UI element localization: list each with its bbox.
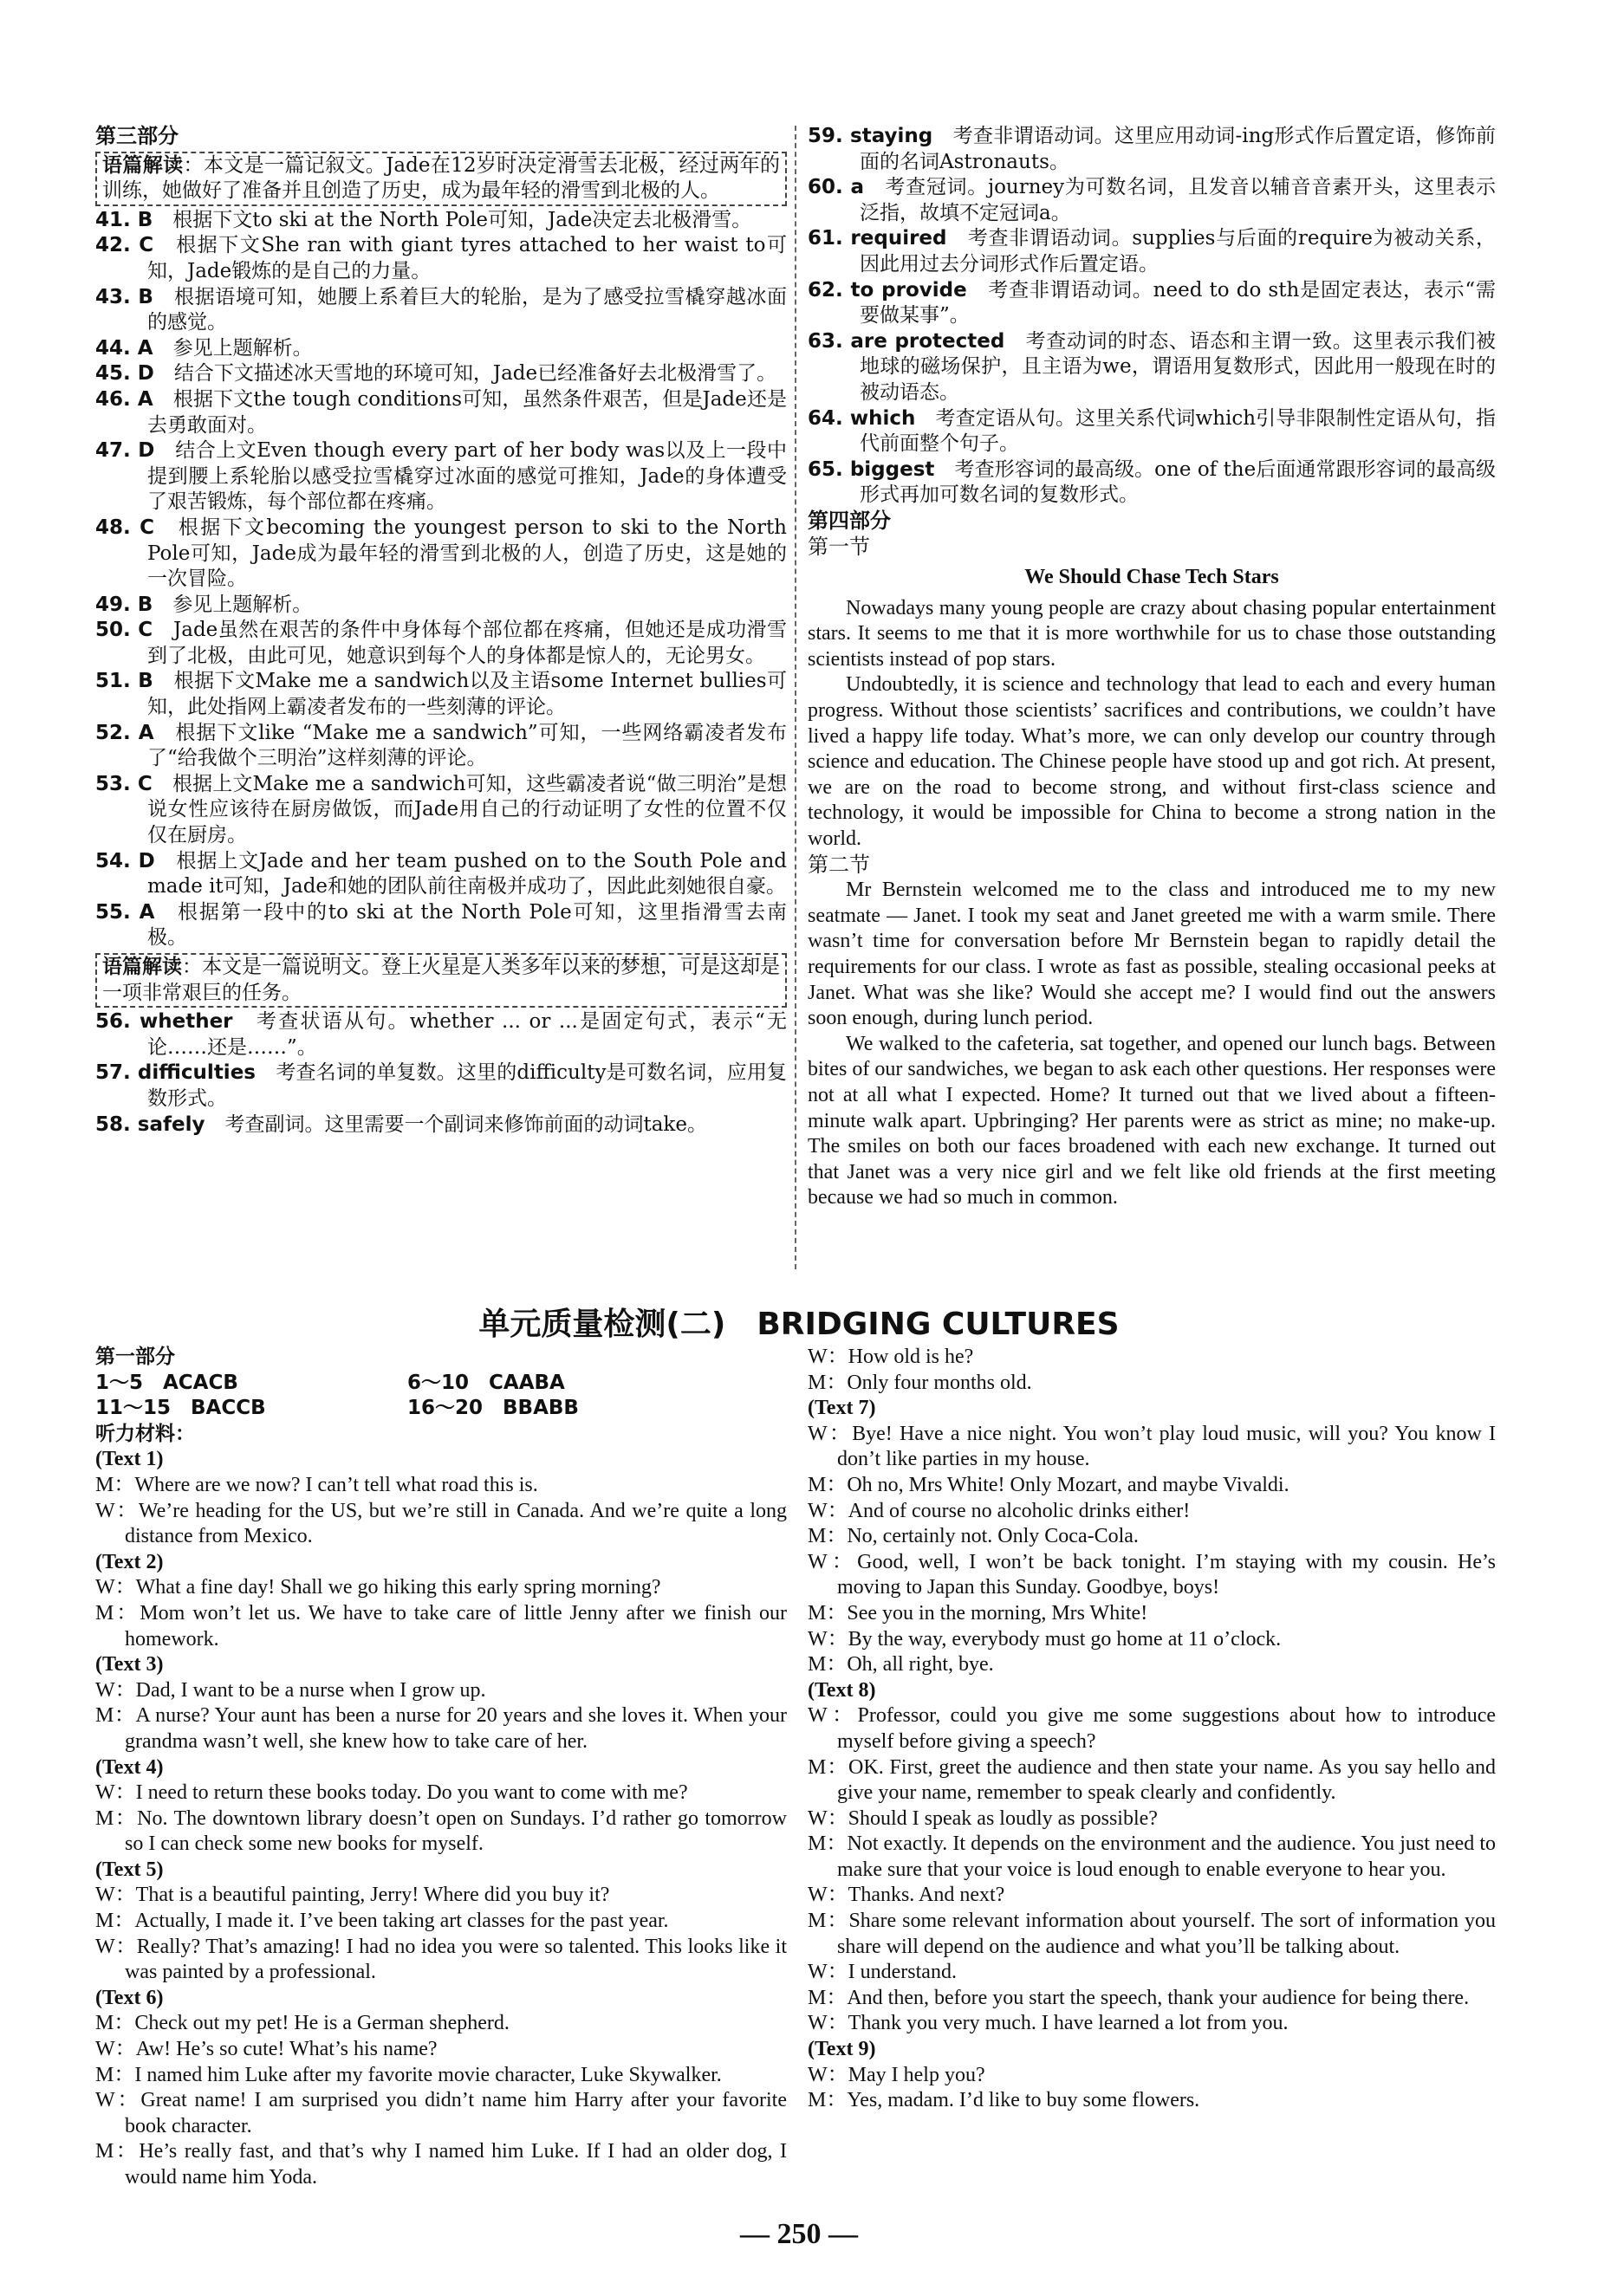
column-divider	[795, 126, 796, 1269]
answer-group: 6～10 CAABA	[407, 1371, 565, 1394]
passage2-summary	[95, 953, 787, 1008]
speaker: M	[95, 2140, 114, 2163]
speaker: W	[808, 2063, 828, 2086]
summary-text: ：本文是一篇说明文。登上火星是人类多年以来的梦想，可是这却是一项非常艰巨的任务。	[102, 956, 780, 1004]
utterance: Oh, all right, bye.	[847, 1653, 994, 1677]
dialogue-line: M：And then, before you start the speech, thank your audience for being there.	[808, 1986, 1470, 2009]
dialogue-line: M：Only four months old.	[808, 1371, 1032, 1394]
answer-number: 53. C	[95, 772, 153, 795]
answer-item	[95, 208, 787, 234]
answer-explanation: 根据下文like “Make me a sandwich”可知，一些网络霸凌者发布了“给我做个三明治”这样刻薄的评论。	[147, 721, 787, 770]
answer-explanation: 根据下文She ran with giant tyres attached to her waist to可知，Jade锻炼的是自己的力量。	[147, 234, 787, 282]
dialogue-line: W：Good, well, I won’t be back tonight. I’m staying with my cousin. He’s moving to Japan this Sunday. Goodbye, boys!	[808, 1550, 1497, 1599]
answer-item	[808, 457, 1496, 509]
answer-number: 55. A	[95, 900, 155, 924]
paragraph: We walked to the cafeteria, sat together, and opened our lunch bags. Between bites of our sandwiches, we began to ask each other questions. Her responses were not at all what I expected. Home? It turned out that we lived about a fifteen-minute walk apart. Upbringing? Her parents were as strict as mine; no make-up. The smiles on both our faces broadened with each new exchange. It turned out that Janet was a very nice girl and we felt like old friends at the first meeting because we had so much in common.	[808, 1032, 1496, 1210]
answer-number: 52. A	[95, 721, 154, 744]
speaker: M	[808, 2089, 827, 2112]
answer-item	[808, 124, 1496, 175]
answer-item	[808, 175, 1496, 226]
answer-item	[95, 1060, 787, 1112]
speaker: M	[95, 1601, 114, 1625]
dialogue-line: W：I need to return these books today. Do you want to come with me?	[95, 1781, 688, 1805]
listening-left-column	[95, 1345, 787, 2191]
speaker: M	[95, 1910, 114, 1933]
answer-number: 61. required	[808, 227, 947, 250]
utterance: Should I speak as loudly as possible?	[848, 1806, 1158, 1830]
dialogue-line: W：Great name! I am surprised you didn’t name him Harry after your favorite book character.	[95, 2089, 787, 2137]
dialogue-line: W：That is a beautiful painting, Jerry! Where did you buy it?	[95, 1884, 610, 1907]
speaker: M	[808, 1910, 827, 1933]
answer-row	[95, 1371, 787, 1397]
utterance: That is a beautiful painting, Jerry! Where did you buy it?	[135, 1884, 610, 1907]
answer-item	[95, 900, 787, 951]
speaker: W	[95, 1935, 115, 1958]
right-column	[808, 124, 1496, 1211]
answer-number: 43. B	[95, 285, 153, 308]
speaker: W	[808, 1806, 828, 1830]
speaker: M	[95, 2063, 114, 2086]
utterance: Thank you very much. I have learned a lot from you.	[848, 2012, 1289, 2035]
speaker: M	[808, 1986, 827, 2009]
passage1-summary	[95, 152, 787, 206]
utterance: Good, well, I won’t be back tonight. I’m staying with my cousin. He’s moving to Japan this Sunday. Goodbye, boys!	[837, 1550, 1497, 1599]
dialogue-line: M：See you in the morning, Mrs White!	[808, 1601, 1148, 1625]
answer-item	[95, 1112, 787, 1138]
left-column	[95, 124, 787, 1138]
answer-number: 47. D	[95, 439, 155, 463]
answer-explanation: 根据下文becoming the youngest person to ski to the North Pole可知，Jade成为最年轻的滑雪到北极的人，创造了历史，这是她的一次冒险。	[147, 516, 787, 591]
dialogue-line: M：Mom won’t let us. We have to take care of little Jenny after we finish our homework.	[95, 1601, 787, 1651]
speaker: M	[95, 1704, 114, 1728]
answer-list-b	[95, 1009, 787, 1138]
utterance: Bye! Have a nice night. You won’t play loud music, will you? You know I don’t like parties in my house.	[837, 1422, 1497, 1471]
utterance: And of course no alcoholic drinks either!	[848, 1499, 1191, 1522]
dialogue-line: M：A nurse? Your aunt has been a nurse for 20 years and she loves it. When your grandma wasn’t well, she knew how to take care of her.	[95, 1704, 788, 1753]
section1-heading: 第一节	[808, 534, 870, 559]
dialogue-line: W：Thank you very much. I have learned a lot from you.	[808, 2012, 1289, 2035]
dialogue-line: W：How old is he?	[808, 1346, 974, 1368]
answer-explanation: 根据下文to ski at the North Pole可知，Jade决定去北极滑雪。	[172, 208, 752, 231]
answer-item	[95, 233, 787, 284]
answer-explanation: 考查状语从句。whether ... or ...是固定句式，表示“无论……还是……”。	[147, 1010, 787, 1059]
utterance: Dad, I want to be a nurse when I grow up.	[135, 1678, 486, 1702]
speaker: W	[808, 1550, 828, 1573]
speaker: W	[95, 1884, 115, 1907]
speaker: W	[808, 1422, 828, 1445]
answer-number: 45. D	[95, 362, 154, 386]
answer-explanation: 根据语境可知，她腰上系着巨大的轮胎，是为了感受拉雪橇穿越冰面的感觉。	[147, 285, 787, 334]
speaker: W	[808, 1961, 828, 1984]
part3-heading: 第三部分	[95, 124, 179, 148]
answer-explanation: 考查动词的时态、语态和主谓一致。这里表示我们被地球的磁场保护，且主语为we，谓语用复数形式，因此用一般现在时的被动语态。	[860, 329, 1497, 404]
answer-group: 11～15 BACCB	[95, 1397, 266, 1420]
answer-explanation: 结合下文描述冰天雪地的环境可知，Jade已经准备好去北极滑雪了。	[173, 362, 777, 386]
text-heading: (Text 7)	[808, 1397, 876, 1420]
utterance: No. The downtown library doesn’t open on Sundays. I’d rather go tomorrow so I can check some new books for myself.	[125, 1806, 788, 1856]
speaker: W	[95, 1499, 115, 1522]
dialogue-line: W：Aw! He’s so cute! What’s his name?	[95, 2038, 438, 2061]
paragraph: Undoubtedly, it is science and technology that lead to each and every human progress. Without those scientists’ sacrifices and contributions, we couldn’t have lived a happy life today. What’s more, we can only develop our country through science and education. The Chinese people have stood up and got rich. At present, we are on the road to become strong, and without first-class science and technology, it would be impossible for China to become a strong nation in the world.	[808, 673, 1496, 851]
answer-explanation: 根据下文the tough conditions可知，虽然条件艰苦，但是Jade还是去勇敢面对。	[147, 387, 787, 437]
answer-number: 63. are protected	[808, 329, 1005, 353]
answer-explanation: 考查形容词的最高级。one of the后面通常跟形容词的最高级形式再加可数名词的复数形式。	[860, 457, 1497, 507]
answer-explanation: 考查冠词。journey为可数名词，且发音以辅音音素开头，这里表示泛指，故填不定冠词a。	[860, 176, 1496, 224]
speaker: M	[808, 1371, 827, 1394]
speaker: W	[95, 1781, 115, 1805]
utterance: Aw! He’s so cute! What’s his name?	[135, 2038, 438, 2061]
speaker: W	[808, 1627, 828, 1651]
answer-key	[95, 1371, 787, 1422]
answer-item	[808, 226, 1496, 277]
dialogue-line: M：No, certainly not. Only Coca-Cola.	[808, 1525, 1139, 1548]
dialogue-line: M：Actually, I made it. I’ve been taking art classes for the past year.	[95, 1910, 669, 1933]
answer-item	[95, 438, 787, 516]
answer-number: 48. C	[95, 516, 155, 539]
answer-explanation: 根据下文Make me a sandwich以及主语some Internet bullies可知，此处指网上霸凌者发布的一些刻薄的评论。	[147, 670, 788, 719]
text-heading: (Text 9)	[808, 2038, 876, 2061]
part1-heading: 第一部分	[95, 1346, 175, 1368]
utterance: Where are we now? I can’t tell what road this is.	[134, 1473, 538, 1496]
answer-number: 46. A	[95, 387, 153, 411]
utterance: No, certainly not. Only Coca-Cola.	[847, 1525, 1139, 1548]
answer-item	[95, 361, 787, 387]
utterance: We’re heading for the US, but we’re still in Canada. And we’re quite a long distance from Mexico.	[125, 1499, 787, 1548]
section2-heading: 第二节	[808, 852, 870, 877]
answer-item	[95, 387, 787, 438]
continuation-paragraphs	[808, 878, 1496, 1211]
utterance: Actually, I made it. I’ve been taking art classes for the past year.	[134, 1910, 669, 1933]
answer-number: 59. staying	[808, 125, 933, 147]
utterance: Really? That’s amazing! I had no idea you were so talented. This looks like it was painted by a professional.	[125, 1935, 787, 1984]
answer-group: 1～5 ACACB	[95, 1371, 238, 1394]
part4-heading: 第四部分	[808, 508, 891, 533]
answer-explanation: 根据第一段中的to ski at the North Pole可知，这里指滑雪去南极。	[147, 900, 787, 950]
utterance: Check out my pet! He is a German shepherd.	[134, 2012, 510, 2035]
answer-list-a	[95, 208, 787, 951]
speaker: M	[808, 1653, 827, 1677]
utterance: How old is he?	[848, 1346, 974, 1368]
speaker: M	[95, 2012, 114, 2035]
speaker: W	[808, 1884, 828, 1907]
listening-label: 听力材料：	[95, 1422, 195, 1445]
dialogue-line: W：Professor, could you give me some suggestions about how to introduce myself before giving a speech?	[808, 1704, 1496, 1753]
answer-item	[808, 329, 1496, 406]
answer-item	[95, 593, 787, 619]
speaker: W	[808, 1346, 828, 1368]
answer-explanation: Jade虽然在艰苦的条件中身体每个部位都在疼痛，但她还是成功滑雪到了北极，由此可见，她意识到每个人的身体都是惊人的，无论男女。	[147, 619, 787, 667]
answer-number: 64. which	[808, 406, 916, 430]
utterance: Professor, could you give me some suggestions about how to introduce myself before giving a speech?	[837, 1704, 1496, 1753]
speaker: W	[95, 1576, 115, 1599]
answer-item	[95, 772, 787, 849]
answer-number: 50. C	[95, 619, 153, 642]
answer-number: 49. B	[95, 593, 153, 616]
speaker: W	[808, 2012, 828, 2035]
answer-row	[95, 1396, 787, 1422]
speaker: M	[808, 1832, 827, 1856]
utterance: Mom won’t let us. We have to take care of little Jenny after we finish our homework.	[125, 1601, 787, 1651]
text-heading: (Text 1)	[95, 1448, 164, 1471]
utterance: I understand.	[848, 1961, 957, 1984]
dialogue-line: W：Bye! Have a nice night. You won’t play loud music, will you? You know I don’t like parties in my house.	[808, 1422, 1497, 1471]
page-number: — 250 —	[740, 2218, 858, 2250]
answer-item	[95, 285, 787, 336]
answer-explanation: 考查定语从句。这里关系代词which引导非限制性定语从句，指代前面整个句子。	[860, 406, 1496, 456]
answer-item	[95, 669, 787, 720]
utterance: I named him Luke after my favorite movie character, Luke Skywalker.	[134, 2063, 722, 2086]
answer-number: 65. biggest	[808, 457, 935, 481]
answer-explanation: 考查副词。这里需要一个副词来修饰前面的动词take。	[224, 1112, 707, 1136]
listening-right-column	[808, 1345, 1496, 2114]
answer-explanation: 结合上文Even though every part of her body was以及上一段中提到腰上系轮胎以感受拉雪橇穿过冰面的感觉可推知，Jade的身体遭受了艰苦锻炼，每个部位都在疼痛。	[147, 439, 787, 514]
dialogue-line: M：Not exactly. It depends on the environment and the audience. You just need to make sure that your voice is loud enough to enable everyone to hear you.	[808, 1832, 1496, 1881]
speaker: M	[95, 1473, 114, 1496]
dialogue-line: W：We’re heading for the US, but we’re still in Canada. And we’re quite a long distance from Mexico.	[95, 1499, 787, 1548]
dialogue-line: M：He’s really fast, and that’s why I named him Luke. If I had an older dog, I would name him Yoda.	[95, 2140, 788, 2189]
answer-number: 56. whether	[95, 1010, 233, 1034]
dialogue-line: W：May I help you?	[808, 2063, 985, 2086]
utterance: Yes, madam. I’d like to buy some flowers.	[847, 2089, 1200, 2112]
dialogue-line: W：Should I speak as loudly as possible?	[808, 1806, 1158, 1830]
answer-group: 16～20 BBABB	[407, 1397, 579, 1420]
answer-number: 41. B	[95, 208, 153, 231]
answer-number: 54. D	[95, 849, 155, 872]
dialogue-line: W：Dad, I want to be a nurse when I grow up.	[95, 1678, 486, 1702]
answer-item	[808, 406, 1496, 457]
answer-explanation: 根据上文Make me a sandwich可知，这些霸凌者说“做三明治”是想说女性应该待在厨房做饭，而Jade用自己的行动证明了女性的位置不仅仅在厨房。	[147, 772, 788, 847]
dialogue-line: W：I understand.	[808, 1961, 957, 1984]
utterance: He’s really fast, and that’s why I named him Luke. If I had an older dog, I would name him Yoda.	[125, 2140, 788, 2189]
speaker: W	[95, 2089, 115, 2112]
speaker: W	[95, 1678, 115, 1702]
answer-item	[95, 516, 787, 593]
text-heading: (Text 2)	[95, 1550, 164, 1573]
summary-label: 语篇解读	[102, 153, 184, 177]
utterance: See you in the morning, Mrs White!	[847, 1601, 1148, 1625]
answer-explanation: 考查非谓语动词。need to do sth是固定表达，表示“需要做某事”。	[860, 278, 1496, 328]
speaker: M	[808, 1601, 827, 1625]
utterance: Only four months old.	[847, 1371, 1032, 1394]
dialogue-line: M：Check out my pet! He is a German shepherd.	[95, 2012, 510, 2035]
answer-explanation: 考查非谓语动词。这里应用动词-ing形式作后置定语，修饰前面的名词Astronauts。	[860, 125, 1497, 173]
utterance: By the way, everybody must go home at 11 o’clock.	[848, 1627, 1282, 1651]
summary-label: 语篇解读	[102, 956, 182, 978]
utterance: I need to return these books today. Do you want to come with me?	[135, 1781, 688, 1805]
utterance: What a fine day! Shall we go hiking this early spring morning?	[135, 1576, 661, 1599]
answer-number: 57. difficulties	[95, 1061, 256, 1085]
speaker: M	[95, 1806, 114, 1830]
essay-paragraphs	[808, 596, 1496, 853]
speaker: M	[808, 1755, 827, 1779]
unit-title: 单元质量检测(二) BRIDGING CULTURES	[478, 1307, 1120, 1342]
dialogue-line: W：Really? That’s amazing! I had no idea you were so talented. This looks like it was painted by a professional.	[95, 1935, 787, 1984]
answer-explanation: 参见上题解析。	[172, 336, 313, 360]
utterance: OK. First, greet the audience and then state your name. As you say hello and give your name, remember to speak clearly and confidently.	[837, 1755, 1497, 1805]
dialogue-line: M：I named him Luke after my favorite movie character, Luke Skywalker.	[95, 2063, 722, 2086]
text-heading: (Text 5)	[95, 1858, 164, 1881]
answer-explanation: 考查非谓语动词。supplies与后面的require为被动关系，因此用过去分词形式作后置定语。	[860, 227, 1496, 276]
essay-title: We Should Chase Tech Stars	[1024, 566, 1279, 589]
answer-explanation: 参见上题解析。	[172, 593, 313, 616]
summary-text: ：本文是一篇记叙文。Jade在12岁时决定滑雪去北极，经过两年的训练，她做好了准备并且创造了历史，成为最年轻的滑雪到北极的人。	[102, 153, 780, 203]
utterance: Oh no, Mrs White! Only Mozart, and maybe Vivaldi.	[847, 1473, 1289, 1496]
speaker: W	[808, 1499, 828, 1522]
dialogue-line: M：OK. First, greet the audience and then state your name. As you say hello and give your name, remember to speak clearly and confidently.	[808, 1755, 1497, 1805]
dialogue-line: W：And of course no alcoholic drinks either!	[808, 1499, 1191, 1522]
dialogue-line: M：Oh, all right, bye.	[808, 1653, 994, 1677]
utterance: Not exactly. It depends on the environment and the audience. You just need to make sure that your voice is loud enough to enable everyone to hear you.	[837, 1832, 1496, 1881]
text-heading: (Text 3)	[95, 1653, 164, 1677]
dialogue-line: W：What a fine day! Shall we go hiking this early spring morning?	[95, 1576, 661, 1599]
speaker: M	[808, 1525, 827, 1548]
text-heading: (Text 4)	[95, 1755, 164, 1779]
answer-item	[95, 336, 787, 362]
answer-item	[808, 278, 1496, 329]
answer-item	[95, 1009, 787, 1060]
answer-item	[95, 849, 787, 900]
paragraph: Nowadays many young people are crazy about chasing popular entertainment stars. It seems to me that it is more worthwhile for us to chase those outstanding scientists instead of pop stars.	[808, 596, 1496, 671]
paragraph: Mr Bernstein welcomed me to the class and introduced me to my new seatmate — Janet. I took my seat and Janet greeted me with a warm smile. There wasn’t time for conversation before Mr Bernstein began to rapidly detail the requirements for our class. I wrote as fast as possible, stealing occasional peeks at Janet. What was she like? Would she accept me? I would find out the answers soon enough, during lunch period.	[808, 879, 1496, 1030]
listening-scripts	[808, 1345, 1496, 2114]
utterance: May I help you?	[848, 2063, 985, 2086]
dialogue-line: W：By the way, everybody must go home at 11 o’clock.	[808, 1627, 1282, 1651]
answer-number: 51. B	[95, 670, 153, 693]
answer-list-c	[808, 124, 1496, 509]
answer-item	[95, 721, 787, 772]
speaker: W	[95, 2038, 115, 2061]
utterance: A nurse? Your aunt has been a nurse for 20 years and she loves it. When your grandma wasn’t well, she knew how to take care of her.	[125, 1704, 788, 1753]
utterance: Share some relevant information about yourself. The sort of information you share will depend on the audience and what you’ll be talking about.	[837, 1910, 1497, 1958]
speaker: M	[808, 1473, 827, 1496]
answer-number: 62. to provide	[808, 278, 967, 302]
speaker: W	[808, 1704, 828, 1728]
dialogue-line: M：Share some relevant information about yourself. The sort of information you share will depend on the audience and what you’ll be talking about.	[808, 1910, 1497, 1958]
answer-item	[95, 618, 787, 669]
answer-explanation: 根据上文Jade and her team pushed on to the South Pole and made it可知，Jade和她的团队前往南极并成功了，因此此刻她很自豪。	[147, 849, 788, 898]
dialogue-line: M：Where are we now? I can’t tell what road this is.	[95, 1473, 538, 1496]
dialogue-line: M：Yes, madam. I’d like to buy some flowers.	[808, 2089, 1200, 2112]
text-heading: (Text 6)	[95, 1986, 164, 2009]
answer-number: 60. a	[808, 176, 864, 199]
text-heading: (Text 8)	[808, 1678, 876, 1702]
answer-explanation: 考查名词的单复数。这里的difficulty是可数名词，应用复数形式。	[147, 1061, 787, 1110]
dialogue-line: M：Oh no, Mrs White! Only Mozart, and maybe Vivaldi.	[808, 1473, 1289, 1496]
utterance: Thanks. And next?	[848, 1884, 1005, 1907]
dialogue-line: W：Thanks. And next?	[808, 1884, 1005, 1907]
answer-number: 42. C	[95, 234, 154, 257]
utterance: And then, before you start the speech, thank your audience for being there.	[847, 1986, 1470, 2009]
dialogue-line: M：No. The downtown library doesn’t open on Sundays. I’d rather go tomorrow so I can check some new books for myself.	[95, 1806, 788, 1856]
listening-scripts	[95, 1447, 787, 2190]
answer-number: 58. safely	[95, 1112, 205, 1136]
answer-number: 44. A	[95, 336, 153, 360]
utterance: Great name! I am surprised you didn’t name him Harry after your favorite book character.	[125, 2089, 787, 2137]
